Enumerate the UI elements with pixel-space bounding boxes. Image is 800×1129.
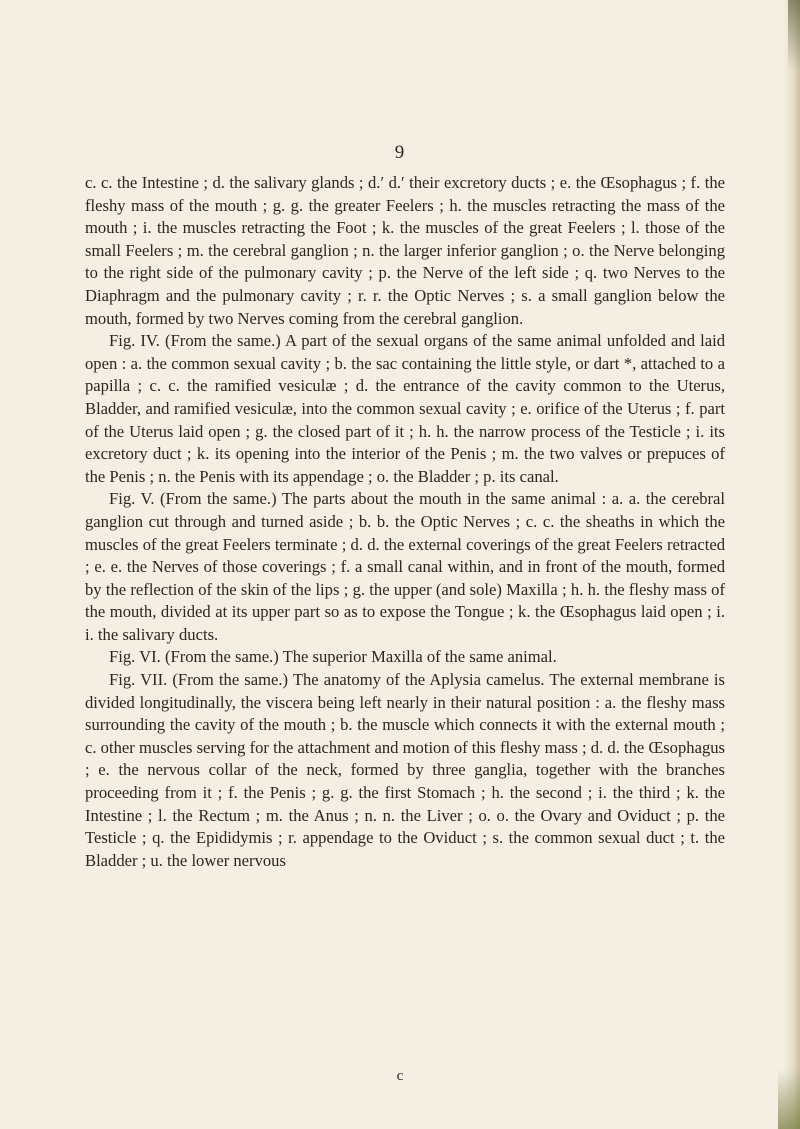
page-number: 9 xyxy=(394,142,406,163)
body-text xyxy=(85,172,725,872)
paragraph-fig-v: Fig. V. (From the same.) The parts about the mouth in the same animal : a. a. the cerebral ganglion cut through and turned aside ; b. b. the Optic Nerves ; c. c. the sheaths in which the muscles of the great Feelers terminate ; d. d. the external coverings of the great Feelers retracted ; e. e. the Nerves of those coverings ; f. a small canal within, and in front of the mouth, formed by the reflection of the skin of the lips ; g. the upper (and sole) Maxilla ; h. h. the fleshy mass of the mouth, divided at its upper part so as to expose the Tongue ; k. the Œsophagus laid open ; i. i. the salivary ducts. xyxy=(85,489,725,644)
paragraph-fig-vii: Fig. VII. (From the same.) The anatomy of the Aplysia camelus. The external membrane is divided longitudinally, the viscera being left nearly in their natural position : a. the fleshy mass surrounding the cavity of the mouth ; b. the muscle which connects it with the external mouth ; c. other muscles serving for the attachment and motion of this fleshy mass ; d. d. the Œsophagus ; e. the nervous collar of the neck, formed by three ganglia, together with the branches proceeding from it ; f. the Penis ; g. g. the first Stomach ; h. the second ; i. the third ; k. the Intestine ; l. the Rectum ; m. the Anus ; n. n. the Liver ; o. o. the Ovary and Oviduct ; p. the Testicle ; q. the Epididymis ; r. appendage to the Oviduct ; s. the common sexual duct ; t. the Bladder ; u. the lower nervous xyxy=(85,670,725,870)
paragraph-plate-description: c. c. the Intestine ; d. the salivary glands ; d.′ d.′ their excretory ducts ; e. the Œsophagus ; f. the fleshy mass of the mouth ; g. g. the greater Feelers ; h. the muscles retracting the mass of the mouth ; i. the muscles retracting the Foot ; k. the muscles of the great Feelers ; l. those of the small Feelers ; m. the cerebral ganglion ; n. the larger inferior ganglion ; o. the Nerve belonging to the right side of the pulmonary cavity ; p. the Nerve of the left side ; q. two Nerves to the Diaphragm and the pulmonary cavity ; r. r. the Optic Nerves ; s. a small ganglion below the mouth, formed by two Nerves coming from the cerebral ganglion. xyxy=(85,173,725,328)
paragraph-fig-vi: Fig. VI. (From the same.) The superior Maxilla of the same animal. xyxy=(109,647,557,667)
signature-mark: c xyxy=(396,1068,404,1084)
page-edge-stain-top xyxy=(788,0,800,70)
paragraph-fig-iv: Fig. IV. (From the same.) A part of the sexual organs of the same animal unfolded and laid open : a. the common sexual cavity ; b. the sac containing the little style, or dart *, attached to a papilla ; c. c. the ramified vesiculæ ; d. the entrance of the cavity common to the Uterus, Bladder, and ramified vesiculæ, into the common sexual cavity ; e. orifice of the Uterus ; f. part of the Uterus laid open ; g. the closed part of it ; h. h. the narrow process of the Testicle ; i. its excretory duct ; k. its opening into the interior of the Penis ; m. the two valves or prepuces of the Penis ; n. the Penis with its appendage ; o. the Bladder ; p. its canal. xyxy=(85,331,725,486)
page-edge-shadow xyxy=(784,0,800,1129)
